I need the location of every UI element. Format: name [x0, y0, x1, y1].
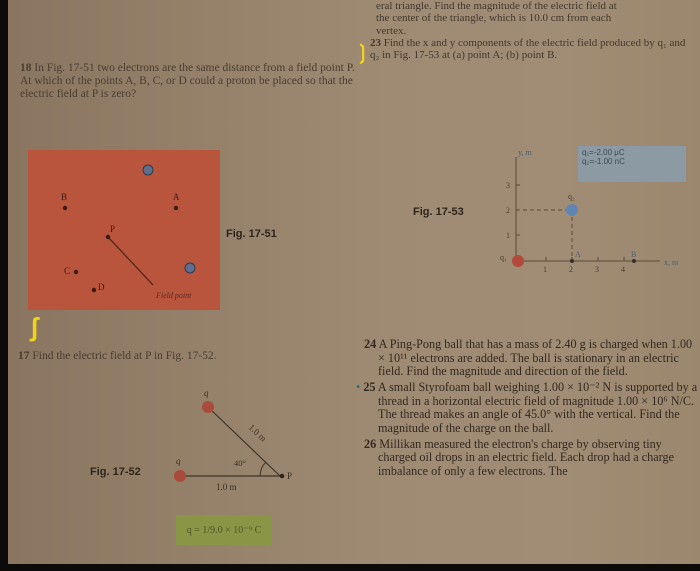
point-p-dot: [280, 474, 285, 479]
problem-25-text: A small Styrofoam ball weighing 1.00 × 10⁻² N is supported by a thread in a horizontal electric field of magnitude 1.00 × 10⁶ N/C. The thread makes an angle of 45.0° with the vertical. Find the magnitude of the charge on the ball.: [377, 379, 698, 435]
legend-q2: q₂=-1.00 nC: [582, 157, 625, 166]
label-field-point: Field point: [156, 291, 192, 300]
problem-23-text: Find the x and y components of the electric field produced by q₁ and q₂ in Fig. 17-53 at (a) point A; (b) point B.: [370, 36, 686, 62]
problem-17: [18, 350, 318, 363]
point-p-dot: [106, 235, 110, 239]
problem-18-number: 18: [20, 62, 32, 74]
problem-17-number: 17: [18, 350, 30, 362]
point-a-label: A: [575, 250, 581, 259]
problem-24-text: A Ping-Pong ball that has a mass of 2.40 g is charged when 1.00 × 10¹¹ electrons are added. The ball is stationary in an electric field. Find the magnitude and direction of the field.: [378, 337, 693, 379]
continued-line-1: eral triangle. Find the magnitude of the electric field at: [376, 0, 617, 12]
problem-18-text: In Fig. 17-51 two electrons are the same distance from a field point P. At which of the points A, B, C, or D could a proton be placed so that the electric field at P is zero?: [20, 62, 355, 100]
point-d-dot: [92, 288, 96, 292]
problem-24-number: 24: [364, 337, 377, 351]
point-p-label: P: [287, 471, 293, 481]
y-tick-label-1: 1: [506, 231, 510, 240]
fig-17-53-charge-legend: [578, 146, 686, 182]
q2-label: q₂: [568, 192, 575, 201]
electron-top: [143, 165, 153, 175]
point-b-dot: [632, 259, 636, 263]
yellow-check-mark: ʃ: [30, 312, 39, 342]
q-left-label: q: [176, 456, 181, 466]
angle-arc: [260, 462, 266, 476]
fig-17-52-caption: Fig. 17-52: [90, 466, 141, 478]
label-b: B: [61, 192, 68, 202]
problem-25-bullet: •: [356, 379, 361, 394]
charge-left: [174, 470, 186, 482]
left-dark-edge: [0, 0, 8, 571]
problem-23: [370, 37, 696, 62]
x-tick-label-4: 4: [621, 265, 625, 274]
base-length-label: 1.0 m: [216, 482, 237, 492]
charge-value-box: [176, 515, 272, 545]
y-axis-label: y, m: [518, 148, 532, 157]
fig-17-52-svg: [108, 380, 308, 510]
point-c-dot: [74, 270, 78, 274]
y-tick-label-2: 2: [506, 206, 510, 215]
problem-17-text: Find the electric field at P in Fig. 17-52.: [32, 350, 217, 362]
problem-25-number: 25: [363, 379, 376, 394]
charge-value-text: q = 1/9.0 × 10⁻⁹ C: [186, 524, 262, 536]
right-column-bottom: [356, 337, 698, 479]
fig-17-51-diagram: [28, 150, 220, 310]
point-a-dot: [570, 259, 574, 263]
right-column-top: [370, 0, 696, 62]
fig-17-51-caption: Fig. 17-51: [226, 228, 277, 240]
label-d: D: [98, 282, 105, 292]
problem-18: [20, 62, 360, 101]
fig-17-52-diagram: [108, 380, 308, 510]
x-tick-label-2: 2: [569, 265, 573, 274]
side-length-label: 1.0 m: [246, 422, 269, 444]
continued-line-3: vertex.: [376, 24, 407, 37]
x-tick-label-3: 3: [595, 265, 599, 274]
fig-17-53-caption: Fig. 17-53: [413, 206, 464, 218]
label-a: A: [173, 192, 180, 202]
x-tick-label-1: 1: [543, 265, 547, 274]
problem-24: [364, 338, 698, 379]
yellow-bracket-mark: ❳: [354, 42, 371, 64]
problem-26: [364, 438, 698, 479]
fig-17-51-svg: [28, 150, 220, 310]
textbook-page: [8, 0, 700, 564]
problem-26-text: Millikan measured the electron's charge by observing tiny charged oil drops in an electric field. Each drop had a charge imbalance of only a few electrons. The: [378, 436, 674, 478]
x-axis-label: x, m: [664, 258, 679, 267]
problem-23-number: 23: [370, 36, 381, 49]
point-b-label: B: [631, 250, 637, 259]
q1-label: q₁: [500, 253, 507, 262]
continued-line-2: the center of the triangle, which is 10.0 cm from each: [376, 12, 612, 25]
line-to-field-point: [108, 237, 153, 285]
q-top-label: q: [204, 388, 209, 398]
charge-q2: [566, 204, 578, 216]
point-b-dot: [63, 206, 67, 210]
charge-q1: [512, 255, 524, 267]
angle-label: 40°: [234, 458, 246, 468]
problem-26-number: 26: [364, 436, 377, 451]
label-c: C: [64, 266, 71, 276]
problem-25: [356, 379, 698, 436]
legend-q1: q₁=-2.00 μC: [582, 148, 625, 157]
electron-right: [185, 263, 195, 273]
point-a-dot: [174, 206, 178, 210]
y-tick-label-3: 3: [506, 181, 510, 190]
label-p: P: [110, 224, 116, 234]
charge-top: [202, 401, 214, 413]
